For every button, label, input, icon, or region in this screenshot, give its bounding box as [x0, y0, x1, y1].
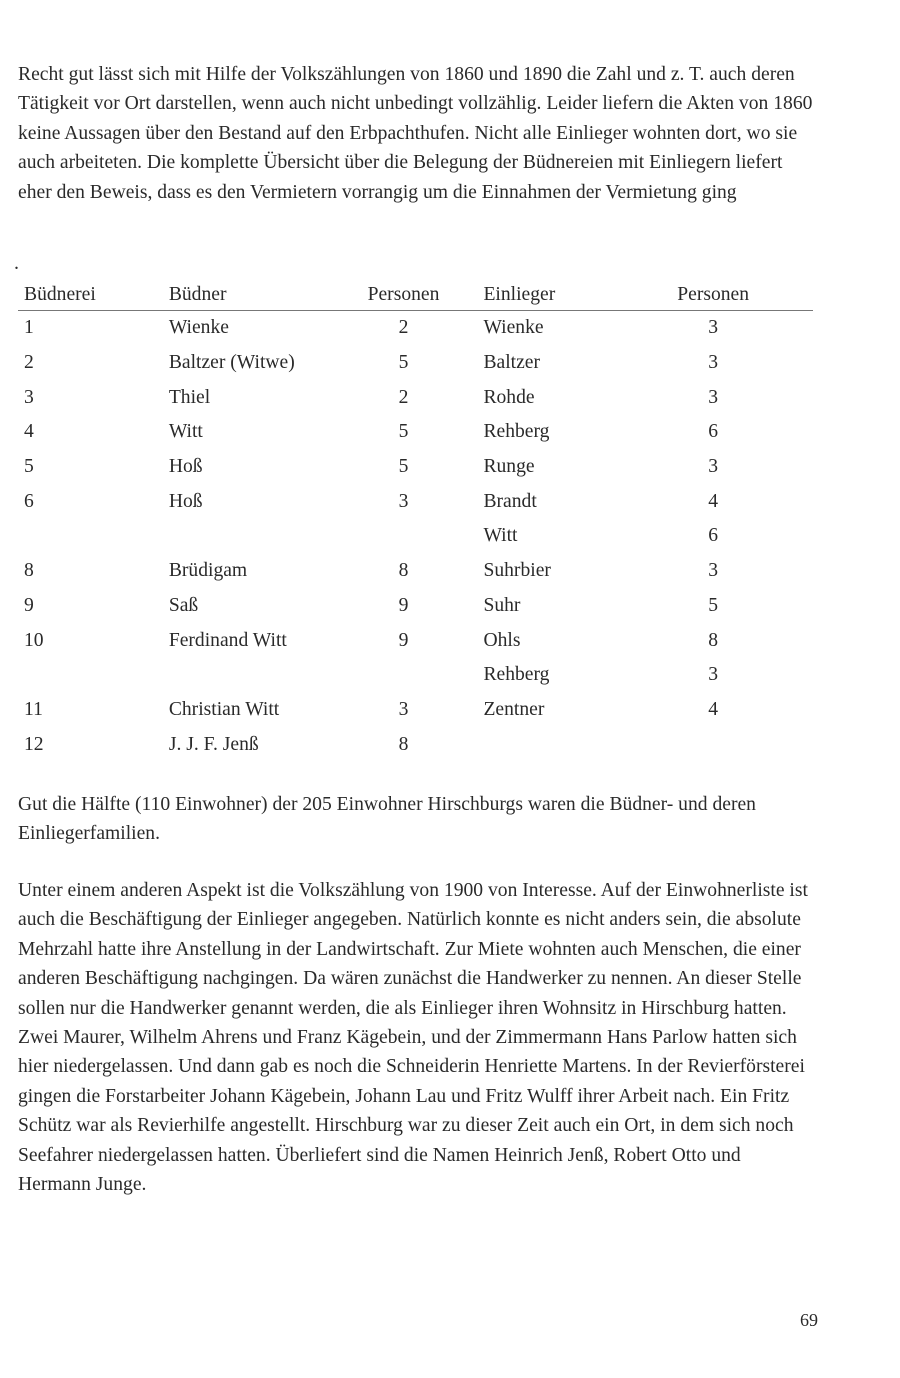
cell-personen-einlieger: 3: [708, 352, 719, 374]
cell-personen-einlieger: 3: [708, 560, 719, 582]
cell-einlieger: Rehberg: [483, 664, 550, 686]
budnerei-table: [18, 274, 813, 762]
cell-budner: Brüdigam: [168, 560, 248, 582]
header-budner: Büdner: [169, 274, 344, 311]
table-row: [18, 484, 813, 519]
cell-personen-budner: 8: [398, 733, 409, 755]
cell-budnerei: 1: [24, 317, 34, 339]
cell-budnerei: 5: [24, 456, 34, 478]
header-personen-einlieger: Personen: [613, 274, 813, 311]
cell-einlieger: Wienke: [483, 317, 544, 339]
table-row: [18, 554, 813, 589]
cell-personen-budner: 3: [398, 698, 409, 720]
cell-personen-einlieger: [613, 727, 813, 762]
cell-personen-budner: 5: [398, 421, 409, 443]
cell-budnerei: 12: [24, 733, 44, 755]
cell-budner: Wienke: [168, 317, 229, 339]
cell-budnerei: [18, 519, 169, 554]
cell-budner: Thiel: [168, 386, 211, 408]
table-row: [18, 519, 813, 554]
cell-personen-einlieger: 8: [708, 629, 719, 651]
cell-einlieger: Zentner: [483, 698, 545, 720]
cell-einlieger: Witt: [483, 525, 518, 547]
page-number: 69: [800, 1310, 818, 1330]
paragraph-census-intro: Recht gut lässt sich mit Hilfe der Volkszählungen von 1860 und 1890 die Zahl und z. T. auch deren Tätigkeit vor Ort darstellen, wenn auch nicht unbedingt vollzählig. Leider liefern die Akten von 1860 keine Aussagen über den Bestand auf den Erbpachthufen. Nicht alle Einlieger wohnten dort, wo sie auch arbeiteten. Die komplette Übersicht über die Belegung der Büdnereien mit Einliegern liefert eher den Beweis, dass es den Vermietern vorrangig um die Einnahmen der Vermietung ging: [18, 64, 813, 203]
table-row: [18, 623, 813, 658]
cell-personen-budner: 9: [398, 629, 409, 651]
cell-budnerei: [18, 658, 169, 693]
table-header-row: [18, 274, 813, 311]
header-personen-budner: Personen: [344, 274, 464, 311]
cell-budnerei: 9: [24, 594, 34, 616]
paragraph-half-population: Gut die Hälfte (110 Einwohner) der 205 Einwohner Hirschburgs waren die Büdner- und deren Einliegerfamilien.: [18, 794, 756, 845]
cell-personen-budner: 9: [398, 594, 409, 616]
table-row: [18, 450, 813, 485]
cell-budner: Christian Witt: [168, 698, 280, 720]
table-row: [18, 311, 813, 346]
table-row: [18, 346, 813, 381]
cell-einlieger: Rohde: [483, 386, 535, 408]
cell-personen-budner: 5: [398, 456, 409, 478]
cell-budnerei: 10: [24, 629, 44, 651]
cell-budnerei: 11: [24, 698, 43, 720]
cell-einlieger: [463, 727, 613, 762]
cell-budner: [169, 519, 344, 554]
cell-personen-budner: 8: [398, 560, 409, 582]
cell-einlieger: Rehberg: [483, 421, 550, 443]
cell-budner: Baltzer (Witwe): [168, 352, 295, 374]
table-row: [18, 727, 813, 762]
cell-budner: Saß: [168, 594, 199, 616]
table-row: [18, 693, 813, 728]
cell-einlieger: Brandt: [483, 490, 537, 512]
cell-einlieger: Suhrbier: [483, 560, 551, 582]
cell-budner: Witt: [168, 421, 203, 443]
cell-personen-budner: 5: [398, 352, 409, 374]
cell-personen-budner: 2: [398, 386, 409, 408]
cell-personen-einlieger: 4: [708, 698, 719, 720]
stray-dot: .: [14, 252, 19, 274]
table-row: [18, 589, 813, 624]
table-row: [18, 658, 813, 693]
cell-personen-budner: [344, 658, 464, 693]
cell-budnerei: 2: [24, 352, 34, 374]
cell-budner: [169, 658, 344, 693]
cell-budner: Hoß: [168, 490, 203, 512]
cell-personen-einlieger: 5: [708, 594, 719, 616]
cell-personen-einlieger: 3: [708, 317, 719, 339]
cell-personen-budner: 2: [398, 317, 409, 339]
cell-budnerei: 3: [24, 386, 34, 408]
cell-budner: J. J. F. Jenß: [168, 733, 259, 755]
cell-budnerei: 6: [24, 490, 34, 512]
cell-personen-einlieger: 4: [708, 490, 719, 512]
header-budnerei: Büdnerei: [18, 274, 169, 311]
cell-personen-einlieger: 3: [708, 456, 719, 478]
cell-einlieger: Ohls: [483, 629, 521, 651]
cell-einlieger: Suhr: [483, 594, 521, 616]
cell-personen-einlieger: 6: [708, 525, 719, 547]
cell-budnerei: 4: [24, 421, 34, 443]
cell-personen-budner: 3: [398, 490, 409, 512]
cell-personen-einlieger: 3: [708, 386, 719, 408]
cell-personen-einlieger: 3: [708, 664, 719, 686]
header-einlieger: Einlieger: [463, 274, 613, 311]
cell-personen-einlieger: 6: [708, 421, 719, 443]
cell-einlieger: Baltzer: [483, 352, 541, 374]
cell-einlieger: Runge: [483, 456, 535, 478]
cell-budner: Ferdinand Witt: [168, 629, 287, 651]
table-row: [18, 415, 813, 450]
paragraph-census-1900: Unter einem anderen Aspekt ist die Volkszählung von 1900 von Interesse. Auf der Einwohnerliste ist auch die Beschäftigung der Einlieger angegeben. Natürlich konnte es nicht anders sein, die absolute Mehrzahl hatte ihre Anstellung in der Landwirtschaft. Zur Miete wohnten auch Menschen, die einer anderen Beschäftigung nachgingen. Da wären zunächst die Handwerker zu nennen. An dieser Stelle sollen nur die Handwerker genannt werden, die als Einlieger ihren Wohnsitz in Hirschburg hatten. Zwei Maurer, Wilhelm Ahrens und Franz Kägebein, und der Zimmermann Hans Parlow hatten sich hier niedergelassen. Und dann gab es noch die Schneiderin Henriette Martens. In der Revierförsterei gingen die Forstarbeiter Johann Kägebein, Johann Lau und Fritz Wulff ihrer Arbeit nach. Ein Fritz Schütz war als Revierhilfe angestellt. Hirschburg war zu dieser Zeit auch ein Ort, in dem sich noch Seefahrer niedergelassen hatten. Überliefert sind die Namen Heinrich Jenß, Robert Otto und Hermann Junge.: [18, 880, 808, 1196]
cell-personen-budner: [344, 519, 464, 554]
cell-budner: Hoß: [168, 456, 203, 478]
table-row: [18, 380, 813, 415]
cell-budnerei: 8: [24, 560, 34, 582]
